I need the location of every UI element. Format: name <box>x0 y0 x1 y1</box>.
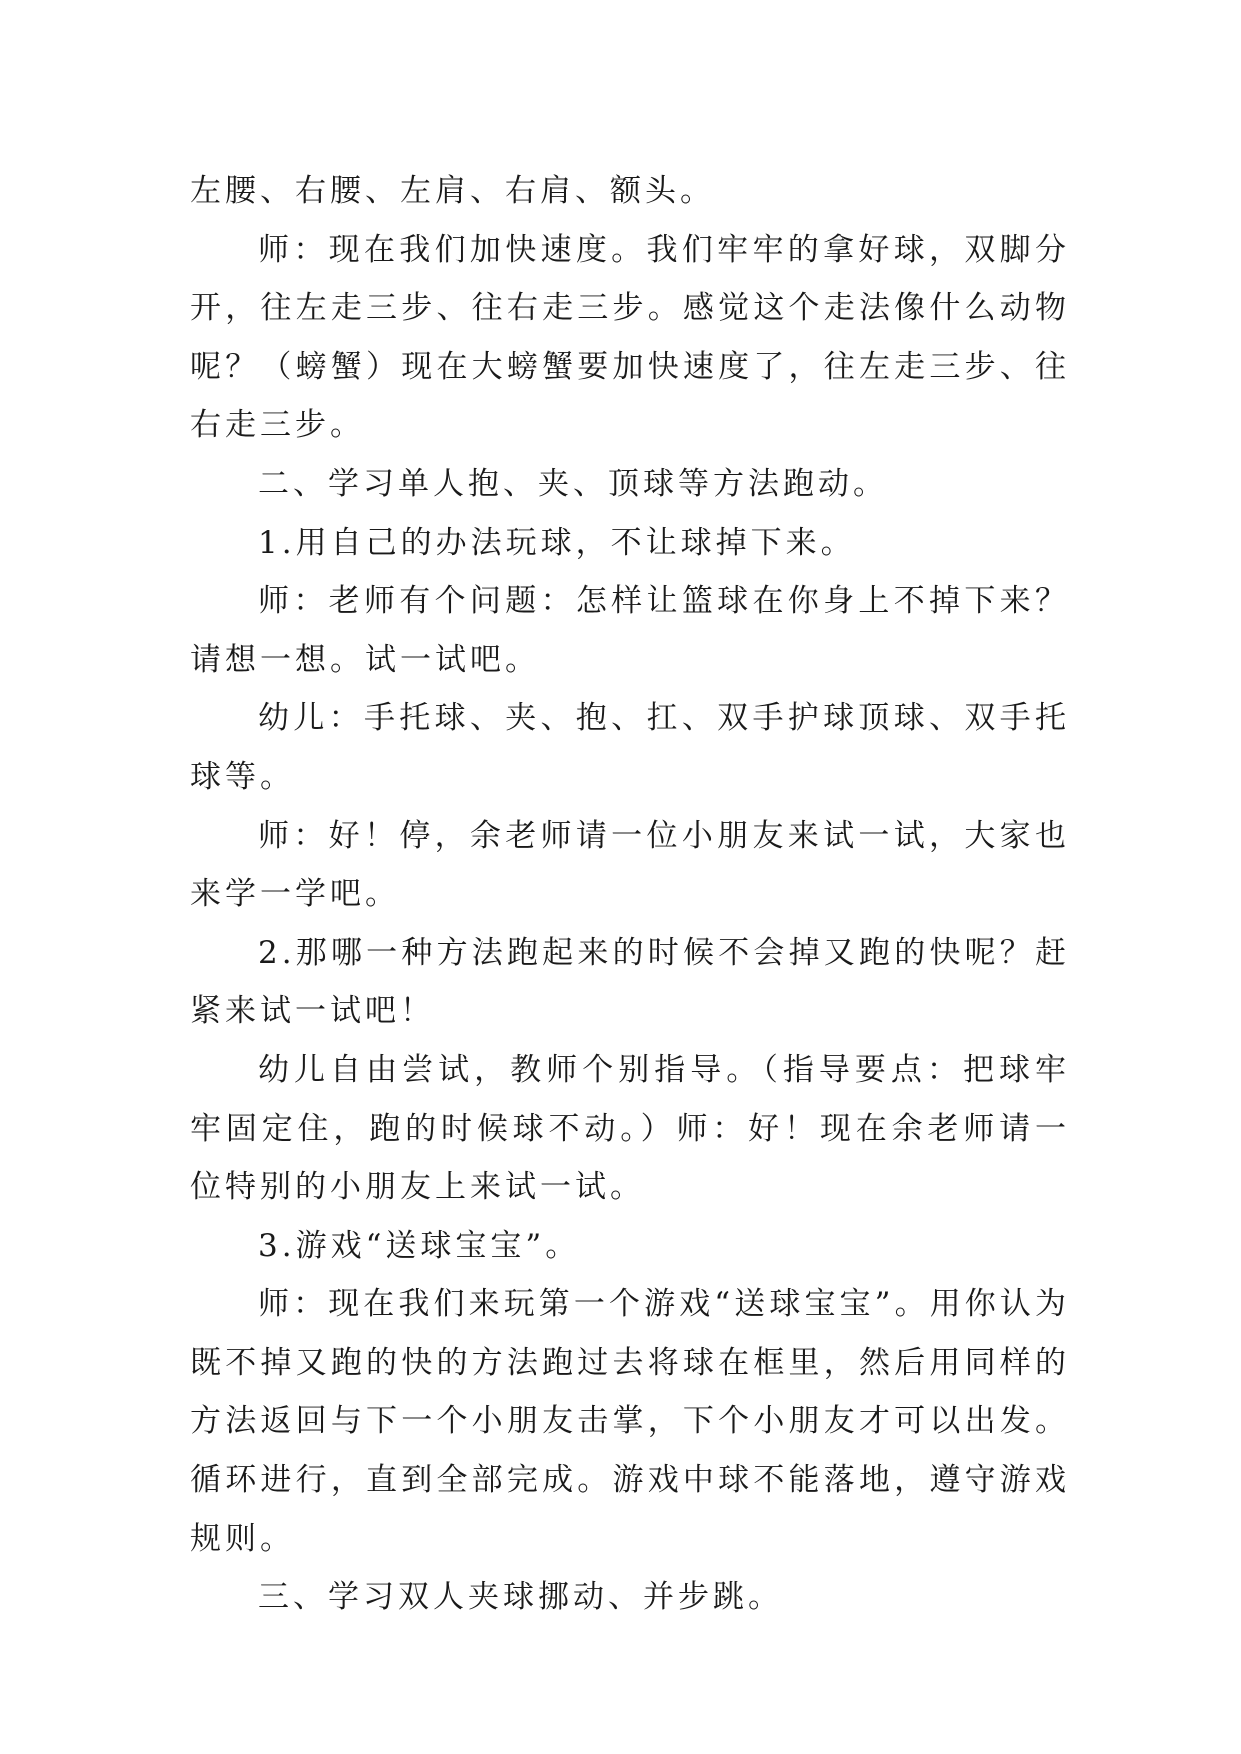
step-1: 1.用自己的办法玩球，不让球掉下来。 <box>258 524 856 561</box>
paragraph-continuation: 左腰、右腰、左肩、右肩、额头。 <box>190 173 715 209</box>
paragraph-teacher-question: 师：老师有个问题：怎样让篮球在你身上不掉下来？请想一想。试一试吧。 <box>190 583 1070 678</box>
paragraph-teacher-crab: 师：现在我们加快速度。我们牢牢的拿好球，双脚分开，往左走三步、往右走三步。感觉这个走法像什么动物呢？（螃蟹）现在大螃蟹要加快速度了，往左走三步、往右走三步。 <box>190 231 1070 444</box>
document-body <box>190 162 1070 1627</box>
paragraph-teacher-stop: 师：好！停，余老师请一位小朋友来试一试，大家也来学一学吧。 <box>190 817 1070 913</box>
step-2: 2.那哪一种方法跑起来的时候不会掉又跑的快呢？赶紧来试一试吧！ <box>190 934 1070 1030</box>
section-heading-3: 三、学习双人夹球挪动、并步跳。 <box>258 1579 783 1616</box>
step-3: 3.游戏“送球宝宝”。 <box>258 1227 581 1264</box>
paragraph-free-trial: 幼儿自由尝试，教师个别指导。（指导要点：把球牢牢固定住，跑的时候球不动。）师：好！现在余老师请一位特别的小朋友上来试一试。 <box>190 1051 1070 1206</box>
section-heading-2: 二、学习单人抱、夹、顶球等方法跑动。 <box>258 465 888 502</box>
paragraph-children-answer: 幼儿：手托球、夹、抱、扛、双手护球顶球、双手托球等。 <box>190 700 1070 795</box>
paragraph-game-rules: 师：现在我们来玩第一个游戏“送球宝宝”。用你认为既不掉又跑的快的方法跑过去将球在框里，然后用同样的方法返回与下一个小朋友击掌，下个小朋友才可以出发。循环进行，直到全部完成。游戏中球不能落地，遵守游戏规则。 <box>190 1286 1070 1557</box>
